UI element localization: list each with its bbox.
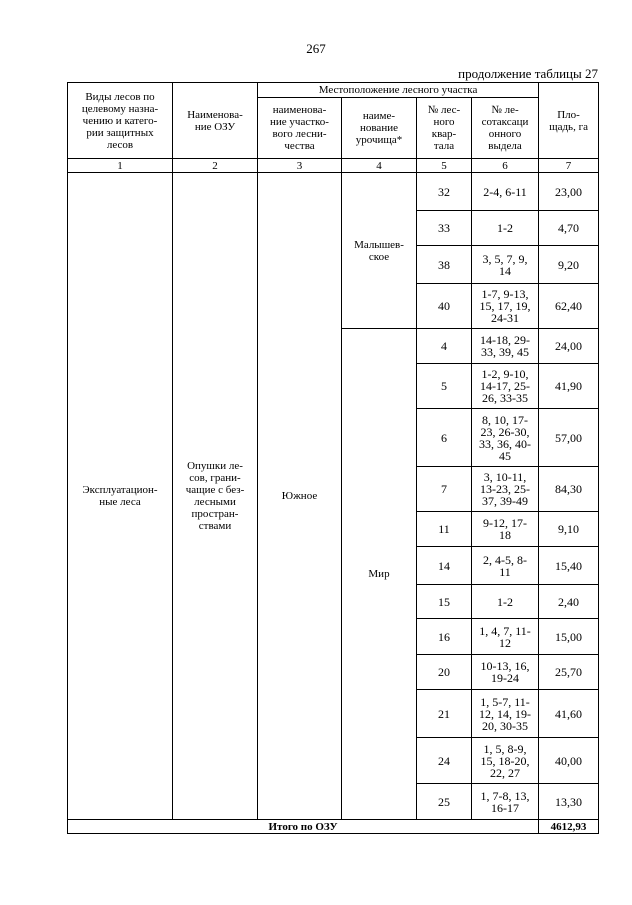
header-tract: наиме- нование урочища* — [342, 98, 417, 159]
kvartal-cell: 16 — [417, 619, 472, 655]
total-label: Итого по ОЗУ — [68, 820, 539, 834]
kvartal-cell: 21 — [417, 690, 472, 738]
vydel-cell: 2, 4-5, 8- 11 — [472, 547, 539, 585]
vydel-cell: 1, 7-8, 13, 16-17 — [472, 784, 539, 820]
vydel-cell: 3, 5, 7, 9, 14 — [472, 246, 539, 284]
area-cell: 4,70 — [539, 211, 599, 246]
header-ozu-name: Наименова- ние ОЗУ — [173, 83, 258, 159]
area-cell: 40,00 — [539, 738, 599, 784]
area-cell: 24,00 — [539, 329, 599, 364]
kvartal-cell: 14 — [417, 547, 472, 585]
vydel-cell: 1-2, 9-10, 14-17, 25- 26, 33-35 — [472, 364, 539, 409]
area-cell: 9,20 — [539, 246, 599, 284]
kvartal-cell: 32 — [417, 173, 472, 211]
kvartal-cell: 25 — [417, 784, 472, 820]
tract-cell: Малышев- ское — [342, 173, 417, 329]
vydel-cell: 9-12, 17- 18 — [472, 512, 539, 547]
tract-cell: Мир — [342, 329, 417, 820]
kvartal-cell: 33 — [417, 211, 472, 246]
vydel-cell: 3, 10-11, 13-23, 25- 37, 39-49 — [472, 467, 539, 512]
header-area: Пло- щадь, га — [539, 83, 599, 159]
forestry-cell: Южное — [258, 173, 342, 820]
vydel-cell: 1-7, 9-13, 15, 17, 19, 24-31 — [472, 284, 539, 329]
table-continuation-caption: продолжение таблицы 27 — [458, 66, 598, 81]
kvartal-cell: 38 — [417, 246, 472, 284]
vydel-cell: 8, 10, 17- 23, 26-30, 33, 36, 40- 45 — [472, 409, 539, 467]
header-location-group: Местоположение лесного участка — [258, 83, 539, 98]
column-index: 7 — [539, 159, 599, 173]
vydel-cell: 2-4, 6-11 — [472, 173, 539, 211]
header-forest-type: Виды лесов по целевому назна- чению и катего- рии защитных лесов — [68, 83, 173, 159]
table-row — [68, 173, 599, 211]
vydel-cell: 1-2 — [472, 211, 539, 246]
area-cell: 23,00 — [539, 173, 599, 211]
kvartal-cell: 11 — [417, 512, 472, 547]
column-index: 1 — [68, 159, 173, 173]
kvartal-cell: 7 — [417, 467, 472, 512]
vydel-cell: 10-13, 16, 19-24 — [472, 655, 539, 690]
kvartal-cell: 4 — [417, 329, 472, 364]
column-index: 3 — [258, 159, 342, 173]
area-cell: 15,40 — [539, 547, 599, 585]
forest-type-cell: Эксплуатацион- ные леса — [68, 173, 173, 820]
vydel-cell: 1, 4, 7, 11- 12 — [472, 619, 539, 655]
column-index: 4 — [342, 159, 417, 173]
area-cell: 41,90 — [539, 364, 599, 409]
area-cell: 25,70 — [539, 655, 599, 690]
column-index: 6 — [472, 159, 539, 173]
column-index: 5 — [417, 159, 472, 173]
forest-plots-table — [67, 82, 599, 834]
total-area: 4612,93 — [539, 820, 599, 834]
area-cell: 15,00 — [539, 619, 599, 655]
kvartal-cell: 5 — [417, 364, 472, 409]
header-kvartal: № лес- ного квар- тала — [417, 98, 472, 159]
area-cell: 62,40 — [539, 284, 599, 329]
total-row — [68, 820, 599, 834]
area-cell: 84,30 — [539, 467, 599, 512]
kvartal-cell: 6 — [417, 409, 472, 467]
area-cell: 41,60 — [539, 690, 599, 738]
header-vydel: № ле- сотаксаци онного выдела — [472, 98, 539, 159]
page-number: 267 — [306, 41, 326, 56]
area-cell: 13,30 — [539, 784, 599, 820]
area-cell: 2,40 — [539, 585, 599, 619]
kvartal-cell: 20 — [417, 655, 472, 690]
vydel-cell: 1, 5, 8-9, 15, 18-20, 22, 27 — [472, 738, 539, 784]
column-index: 2 — [173, 159, 258, 173]
kvartal-cell: 24 — [417, 738, 472, 784]
area-cell: 57,00 — [539, 409, 599, 467]
vydel-cell: 14-18, 29- 33, 39, 45 — [472, 329, 539, 364]
kvartal-cell: 15 — [417, 585, 472, 619]
kvartal-cell: 40 — [417, 284, 472, 329]
area-cell: 9,10 — [539, 512, 599, 547]
vydel-cell: 1, 5-7, 11- 12, 14, 19- 20, 30-35 — [472, 690, 539, 738]
vydel-cell: 1-2 — [472, 585, 539, 619]
ozu-name-cell: Опушки ле- сов, грани- чащие с без- лесными простран- ствами — [173, 173, 258, 820]
header-forestry: наименова- ние участко- вого лесни- чества — [258, 98, 342, 159]
